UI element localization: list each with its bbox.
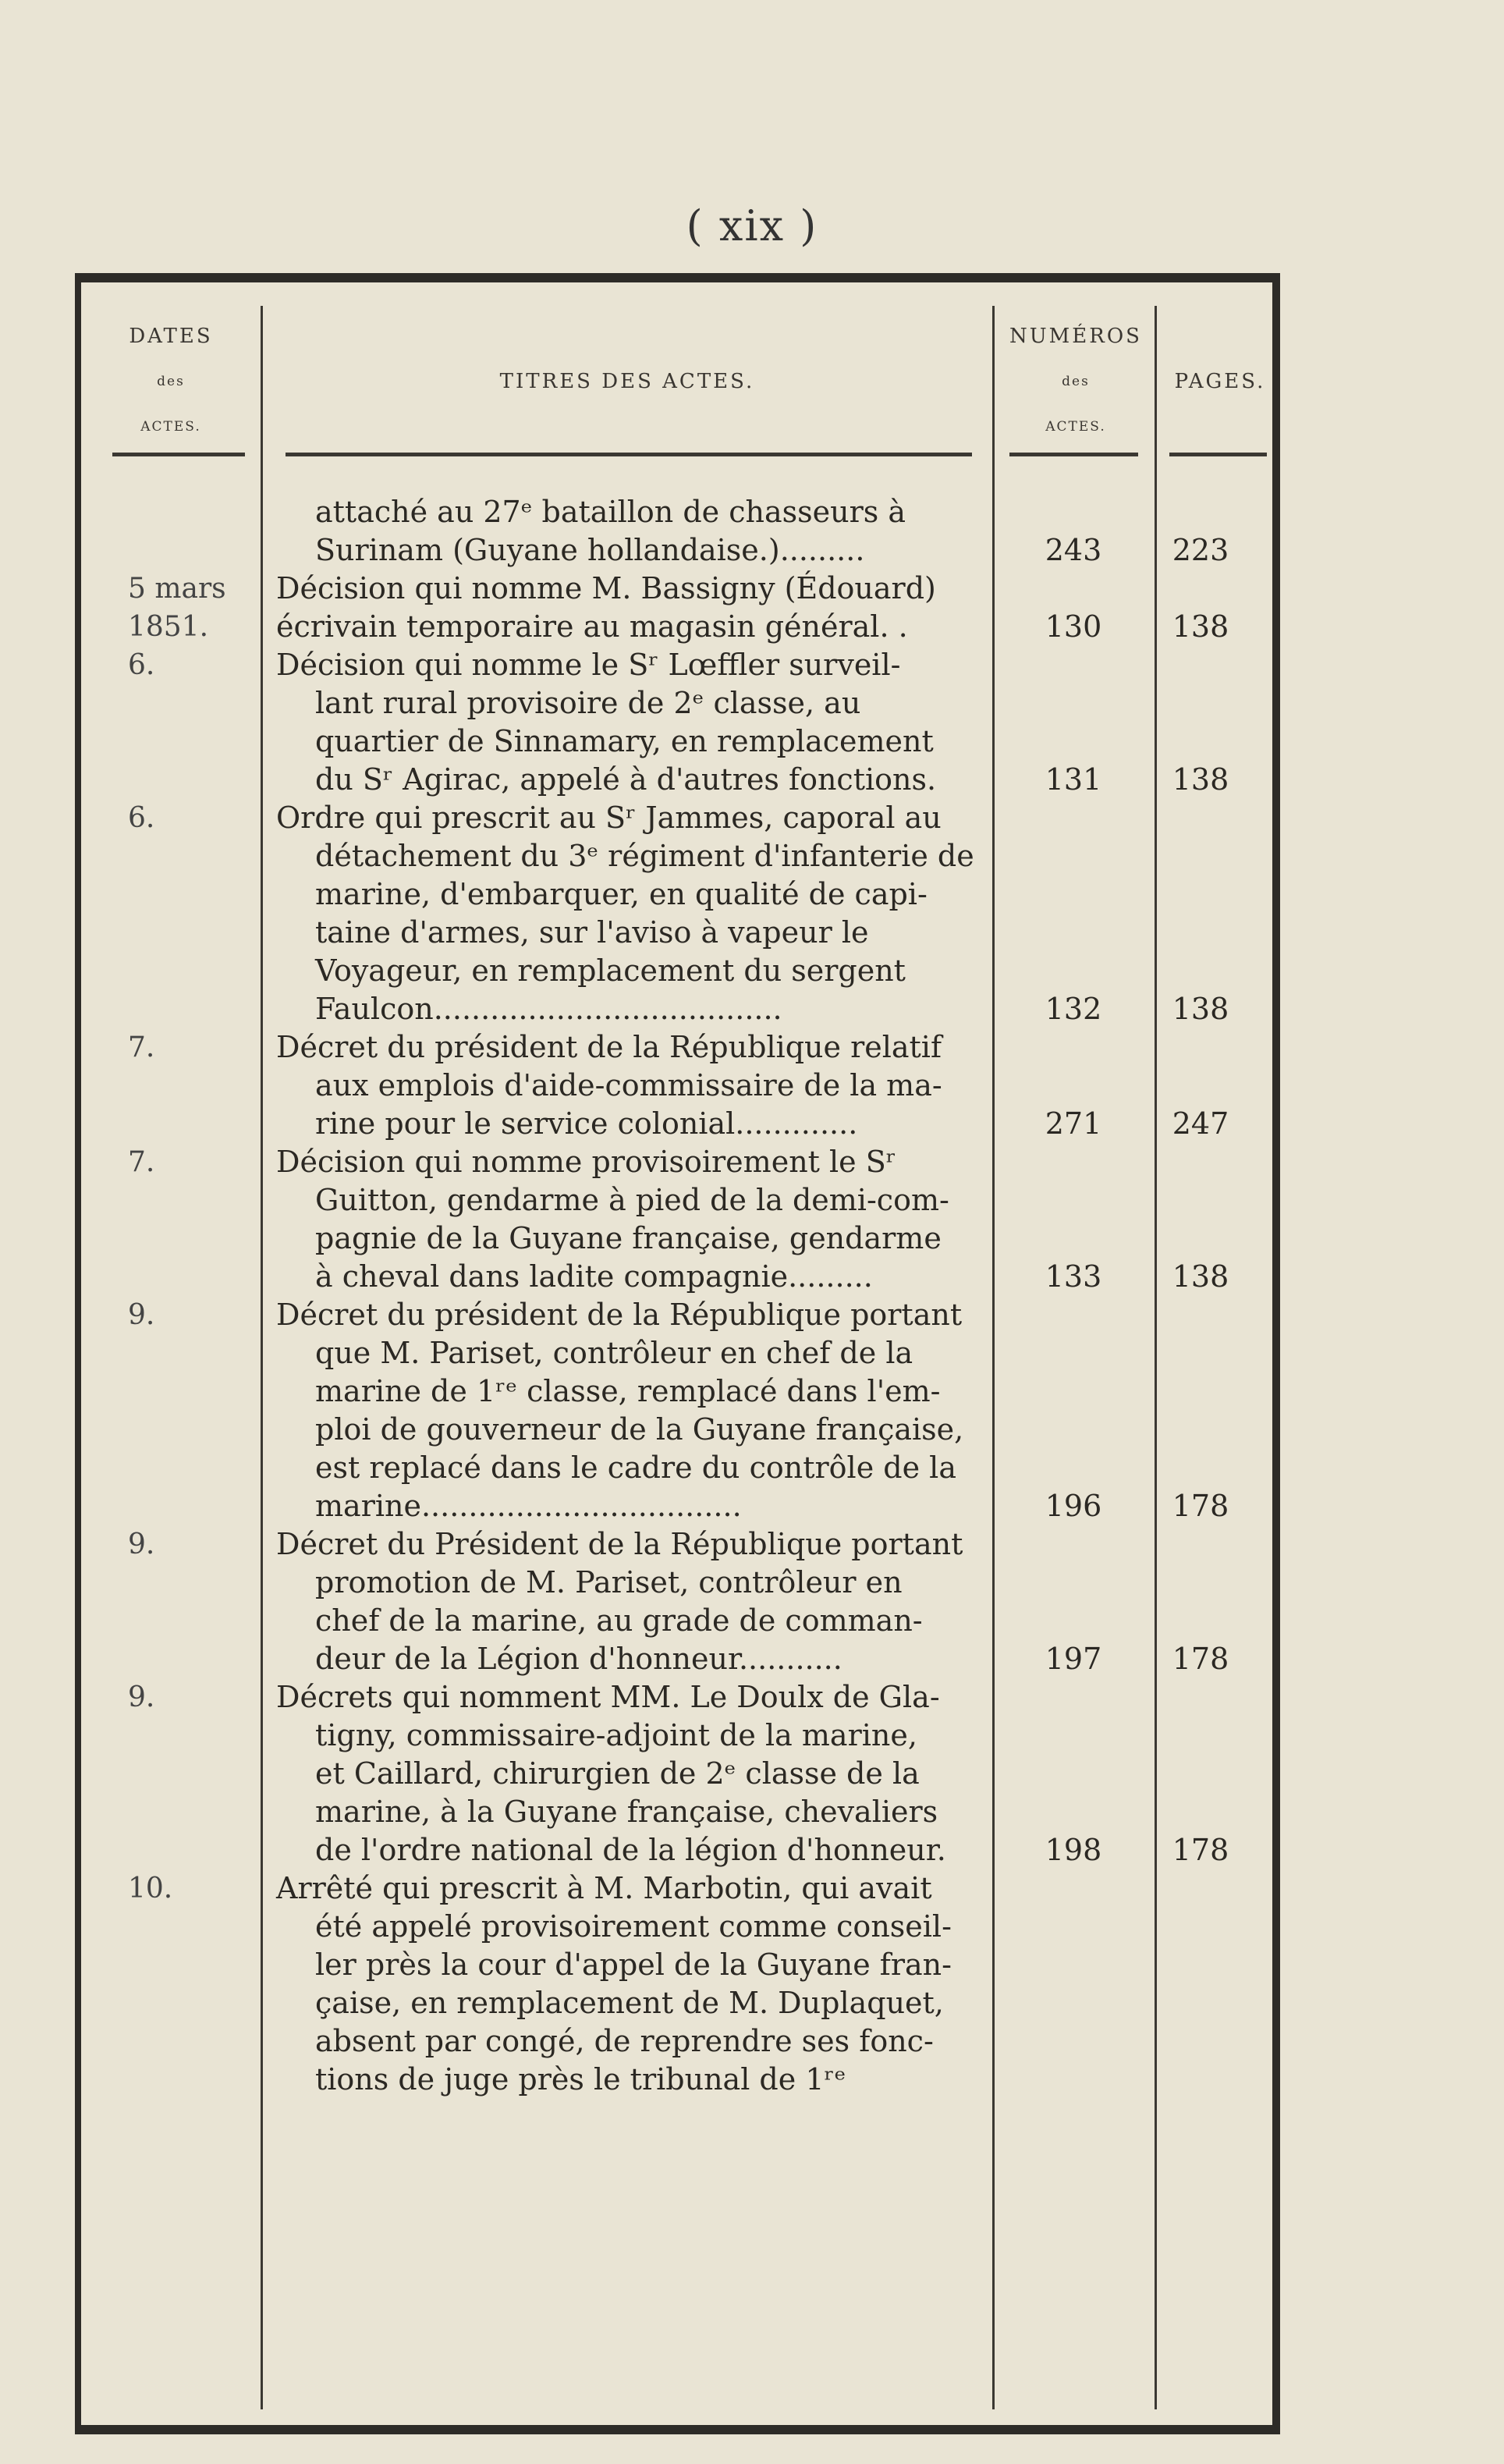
act-numero: 196 [1045,1489,1102,1523]
header-rule-titles [286,453,972,456]
act-date: 7. [128,1031,155,1063]
act-title-line: Décrets qui nomment MM. Le Doulx de Gla- [276,1680,940,1714]
header-numeros-line-3: ACTES. [1045,419,1106,435]
act-page: 178 [1172,1489,1229,1523]
act-numero: 132 [1045,992,1102,1026]
act-title-line: marine, à la Guyane française, chevaliers [315,1795,938,1829]
act-title-line: détachement du 3ᵉ régiment d'infanterie de [315,839,974,873]
act-title-line: pagnie de la Guyane française, gendarme [315,1221,942,1255]
act-numero: 271 [1045,1106,1102,1141]
header-dates-line-2: des [157,374,185,389]
act-title-line: Décision qui nomme provisoirement le Sʳ [276,1145,896,1179]
act-date: 7. [128,1146,155,1178]
act-title-line: de l'ordre national de la légion d'honneur. [315,1833,946,1867]
act-date: 1851. [128,611,209,643]
header-numeros-line-1: NUMÉROS [1009,325,1142,348]
page-number: ( xix ) [686,201,818,250]
act-title [276,1678,986,1869]
act-title [276,608,986,646]
act-page: 223 [1172,533,1229,567]
act-date: 9. [128,1528,155,1560]
act-title-line: marine de 1ʳᵉ classe, remplacé dans l'em- [315,1374,941,1408]
table-row [81,1143,1272,1296]
table-row [81,1525,1272,1678]
header-titres [268,359,986,404]
table-row [81,799,1272,1028]
act-title-line: deur de la Légion d'honneur........... [315,1642,842,1676]
act-title [276,1028,986,1143]
act-title-line: ploi de gouverneur de la Guyane française, [315,1412,964,1447]
table-row [81,1678,1272,1869]
act-title-line: Décret du président de la République relatif [276,1030,942,1064]
header-rule-dates [112,453,245,456]
act-title-line: Décision qui nomme M. Bassigny (Édouard) [276,571,936,605]
act-title-line: taine d'armes, sur l'aviso à vapeur le [315,915,869,950]
act-date: 6. [128,649,155,681]
act-title [276,1525,986,1678]
act-title-line: tions de juge près le tribunal de 1ʳᵉ [315,2062,846,2097]
act-title [276,1143,986,1296]
act-title-line: été appelé provisoirement comme conseil- [315,1909,952,1944]
table-row [81,493,1272,570]
act-title [276,1869,986,2099]
act-page: 178 [1172,1642,1229,1676]
header-rule-pages [1169,453,1267,456]
act-title-line: promotion de M. Pariset, contrôleur en [315,1565,903,1599]
act-page: 138 [1172,762,1229,797]
act-title-line: quartier de Sinnamary, en remplacement [315,724,934,758]
act-title-line: aux emplois d'aide-commissaire de la ma- [315,1068,942,1102]
act-date: 10. [128,1873,173,1905]
header-titres-label: TITRES DES ACTES. [499,370,755,393]
act-title [276,646,986,799]
act-title-line: que M. Pariset, contrôleur en chef de la [315,1336,913,1370]
act-title-line: ler près la cour d'appel de la Guyane fran- [315,1947,952,1982]
table-row [81,1028,1272,1143]
act-title-line: attaché au 27ᵉ bataillon de chasseurs à [315,495,906,529]
act-numero: 131 [1045,762,1102,797]
act-title-line: marine, d'embarquer, en qualité de capi- [315,877,928,911]
act-title [276,570,986,608]
act-title-line: Faulcon..................................... [315,992,782,1026]
act-title [276,1296,986,1525]
table-row [81,608,1272,646]
act-title-line: çaise, en remplacement de M. Duplaquet, [315,1986,944,2020]
act-date: 5 mars [128,573,226,605]
table-row [81,570,1272,608]
act-page: 178 [1172,1833,1229,1867]
header-pages [1162,359,1279,404]
act-numero: 130 [1045,609,1102,644]
act-numero: 197 [1045,1642,1102,1676]
act-title [276,799,986,1028]
act-title-line: Voyageur, en remplacement du sergent [315,953,906,988]
act-date: 9. [128,1299,155,1331]
act-title-line: chef de la marine, au grade de comman- [315,1603,923,1638]
act-title-line: absent par congé, de reprendre ses fonc- [315,2024,934,2058]
header-pages-label: PAGES. [1174,370,1266,393]
act-title-line: est replacé dans le cadre du contrôle de la [315,1450,956,1485]
act-title-line: à cheval dans ladite compagnie......... [315,1259,873,1294]
act-title-line: Décret du Président de la République portant [276,1527,963,1561]
header-dates-line-3: ACTES. [140,419,201,435]
act-title-line: Décret du président de la République portant [276,1298,963,1332]
table-row [81,1296,1272,1525]
act-title-line: marine.................................. [315,1489,742,1523]
act-page: 138 [1172,609,1229,644]
act-title-line: Surinam (Guyane hollandaise.)......... [315,533,865,567]
act-page: 138 [1172,1259,1229,1294]
header-rule-numeros [1009,453,1138,456]
header-numeros [998,314,1154,449]
act-numero: 198 [1045,1833,1102,1867]
act-date: 6. [128,802,155,834]
acts-table [75,273,1280,2434]
act-date: 9. [128,1681,155,1713]
act-title-line: Décision qui nomme le Sʳ Lœffler surveil- [276,648,901,682]
header-dates [97,314,245,449]
act-title-line: Guitton, gendarme à pied de la demi-com- [315,1183,949,1217]
act-title-line: Arrêté qui prescrit à M. Marbotin, qui avait [276,1871,932,1905]
act-title-line: lant rural provisoire de 2ᵉ classe, au [315,686,861,720]
act-title-line: Ordre qui prescrit au Sʳ Jammes, caporal au [276,801,942,835]
act-page: 247 [1172,1106,1229,1141]
act-numero: 243 [1045,533,1102,567]
act-page: 138 [1172,992,1229,1026]
header-dates-line-1: DATES [129,325,213,348]
act-title-line: et Caillard, chirurgien de 2ᵉ classe de la [315,1756,920,1791]
table-row [81,646,1272,799]
act-numero: 133 [1045,1259,1102,1294]
act-title-line: écrivain temporaire au magasin général. . [276,609,908,644]
header-numeros-line-2: des [1062,374,1090,389]
table-body [81,493,1272,2099]
act-title-line: tigny, commissaire-adjoint de la marine, [315,1718,917,1752]
table-row [81,1869,1272,2099]
act-title-line: du Sʳ Agirac, appelé à d'autres fonctions. [315,762,937,797]
act-title-line: rine pour le service colonial............. [315,1106,858,1141]
act-title [276,493,986,570]
